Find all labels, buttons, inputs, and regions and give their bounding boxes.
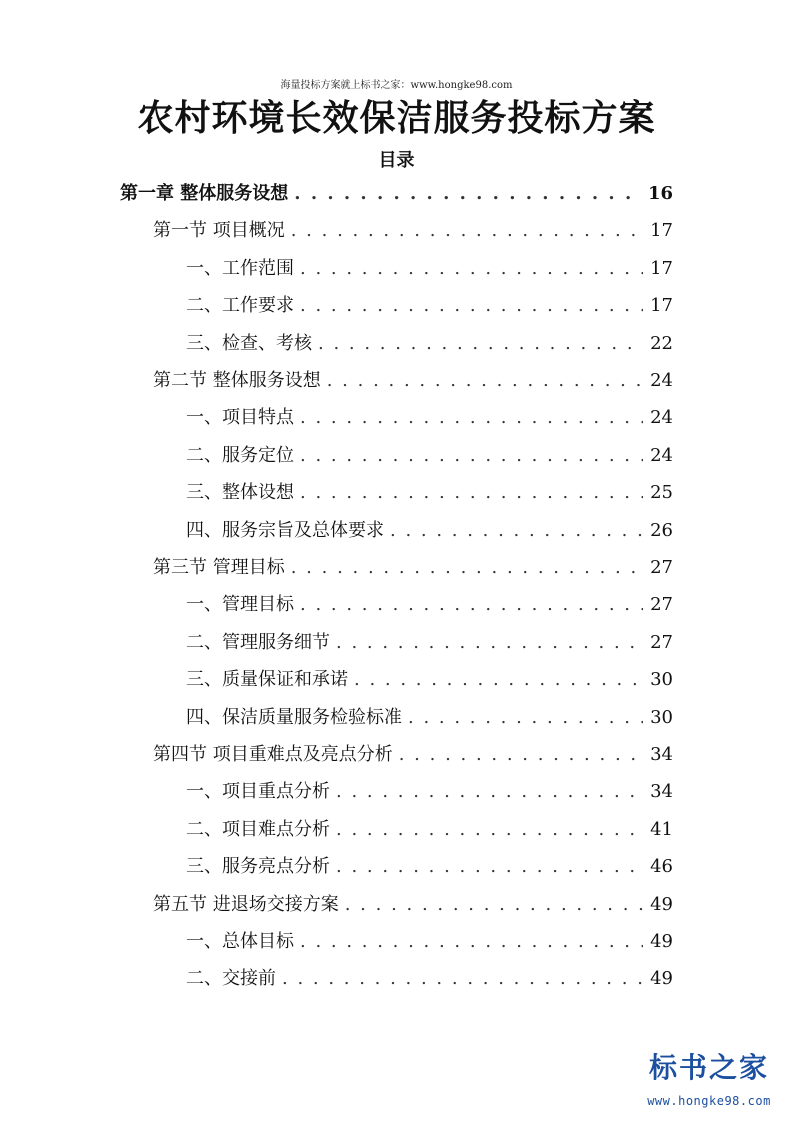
toc-entry-label: 一、项目重点分析 — [186, 781, 330, 803]
toc-entry[interactable] — [186, 662, 673, 698]
toc-entry-label: 一、工作范围 — [186, 257, 294, 279]
toc-entry-label: 四、服务宗旨及总体要求 — [186, 519, 384, 541]
toc-entry-label: 第一节 项目概况 — [153, 220, 285, 242]
toc-entry-label: 二、交接前 — [186, 968, 276, 990]
toc-entry-page: 24 — [650, 444, 673, 466]
toc-entry-label: 二、服务定位 — [186, 444, 294, 466]
toc-leader-dots — [354, 662, 643, 698]
toc-leader-dots — [345, 887, 643, 923]
toc-entry[interactable] — [186, 812, 673, 848]
toc-entry-page: 30 — [650, 706, 673, 728]
toc-entry-page: 27 — [650, 557, 673, 578]
toc-entry[interactable] — [153, 363, 673, 399]
toc-entry-label: 三、质量保证和承诺 — [186, 669, 348, 691]
toc-leader-dots — [282, 961, 643, 997]
brand-logo — [639, 1046, 779, 1108]
toc-entry-page: 26 — [650, 519, 673, 541]
toc-entry[interactable] — [153, 550, 673, 586]
toc-entry[interactable] — [153, 737, 673, 773]
toc-entry[interactable] — [186, 625, 673, 661]
toc-leader-dots — [408, 700, 643, 736]
toc-leader-dots — [300, 475, 643, 511]
toc-entry-label: 第一章 整体服务设想 — [120, 183, 289, 204]
toc-leader-dots — [399, 737, 643, 773]
toc-entry-label: 第四节 项目重难点及亮点分析 — [153, 744, 393, 765]
toc-leader-dots — [291, 550, 643, 586]
toc-entry-page: 27 — [650, 594, 673, 616]
toc-entry-label: 二、工作要求 — [186, 295, 294, 317]
toc-entry-page: 25 — [650, 482, 673, 504]
toc-entry-page: 27 — [650, 631, 673, 653]
brand-logo-url: www.hongke98.com — [647, 1094, 771, 1108]
toc-entry[interactable] — [186, 326, 673, 362]
toc-entry[interactable] — [186, 587, 673, 623]
toc-leader-dots — [300, 288, 643, 324]
toc-entry-label: 一、管理目标 — [186, 594, 294, 616]
toc-entry-page: 34 — [650, 781, 673, 803]
toc-entry[interactable] — [186, 700, 673, 736]
toc-entry-page: 17 — [650, 220, 673, 242]
header-note: 海量投标方案就上标书之家：www.hongke98.com — [280, 80, 513, 91]
toc-leader-dots — [318, 326, 643, 362]
toc-leader-dots — [294, 176, 642, 212]
toc-entry-page: 34 — [650, 744, 673, 765]
toc-leader-dots — [390, 513, 643, 549]
toc-entry-label: 二、项目难点分析 — [186, 818, 330, 840]
toc-entry-label: 三、整体设想 — [186, 482, 294, 504]
toc-entry-page: 17 — [650, 257, 673, 279]
toc-entry[interactable] — [186, 924, 673, 960]
toc-leader-dots — [300, 587, 643, 623]
toc-entry[interactable] — [186, 475, 673, 511]
toc-leader-dots — [300, 924, 643, 960]
toc-entry-page: 24 — [650, 370, 673, 391]
toc-entry-label: 四、保洁质量服务检验标准 — [186, 706, 402, 728]
toc-entry-label: 三、服务亮点分析 — [186, 856, 330, 878]
toc-entry-page: 49 — [650, 931, 673, 952]
toc-entry[interactable] — [186, 513, 673, 549]
toc-entry-page: 30 — [650, 669, 673, 691]
brand-logo-text: 标书之家 — [648, 1051, 769, 1084]
toc-leader-dots — [300, 438, 643, 474]
toc-entry-label: 二、管理服务细节 — [186, 631, 330, 653]
toc-entry-page: 17 — [650, 295, 673, 317]
toc-entry-page: 24 — [650, 407, 673, 429]
toc-leader-dots — [327, 363, 643, 399]
document-title: 农村环境长效保洁服务投标方案 — [137, 97, 656, 139]
toc-entry-label: 一、项目特点 — [186, 407, 294, 429]
toc-entry-label: 第三节 管理目标 — [153, 557, 285, 578]
toc-entry-page: 46 — [650, 856, 673, 878]
toc-entry[interactable] — [186, 849, 673, 885]
toc-leader-dots — [336, 849, 643, 885]
toc-leader-dots — [336, 774, 643, 810]
toc-leader-dots — [336, 625, 643, 661]
toc-entry[interactable] — [186, 961, 673, 997]
toc-entry[interactable] — [153, 213, 673, 249]
toc-entry[interactable] — [186, 251, 673, 287]
toc-entry[interactable] — [186, 774, 673, 810]
toc-entry-page: 49 — [650, 893, 673, 915]
toc-entry-label: 三、检查、考核 — [186, 332, 312, 354]
toc-entry-page: 49 — [650, 968, 673, 990]
toc-entry-page: 22 — [650, 332, 673, 354]
toc-entry-label: 第二节 整体服务设想 — [153, 370, 321, 391]
toc-entry[interactable] — [186, 288, 673, 324]
toc-leader-dots — [300, 251, 643, 287]
toc-leader-dots — [336, 812, 643, 848]
toc-heading: 目录 — [378, 150, 415, 171]
toc-entry-page: 16 — [647, 183, 673, 204]
toc-entry[interactable] — [186, 400, 673, 436]
toc-entry-page: 41 — [650, 818, 673, 840]
toc-leader-dots — [291, 213, 643, 249]
toc-entry[interactable] — [186, 438, 673, 474]
toc-entry-label: 第五节 进退场交接方案 — [153, 893, 339, 915]
toc-leader-dots — [300, 400, 643, 436]
toc-entry[interactable] — [120, 176, 673, 212]
toc-entry-label: 一、总体目标 — [186, 931, 294, 952]
toc-entry[interactable] — [153, 887, 673, 923]
